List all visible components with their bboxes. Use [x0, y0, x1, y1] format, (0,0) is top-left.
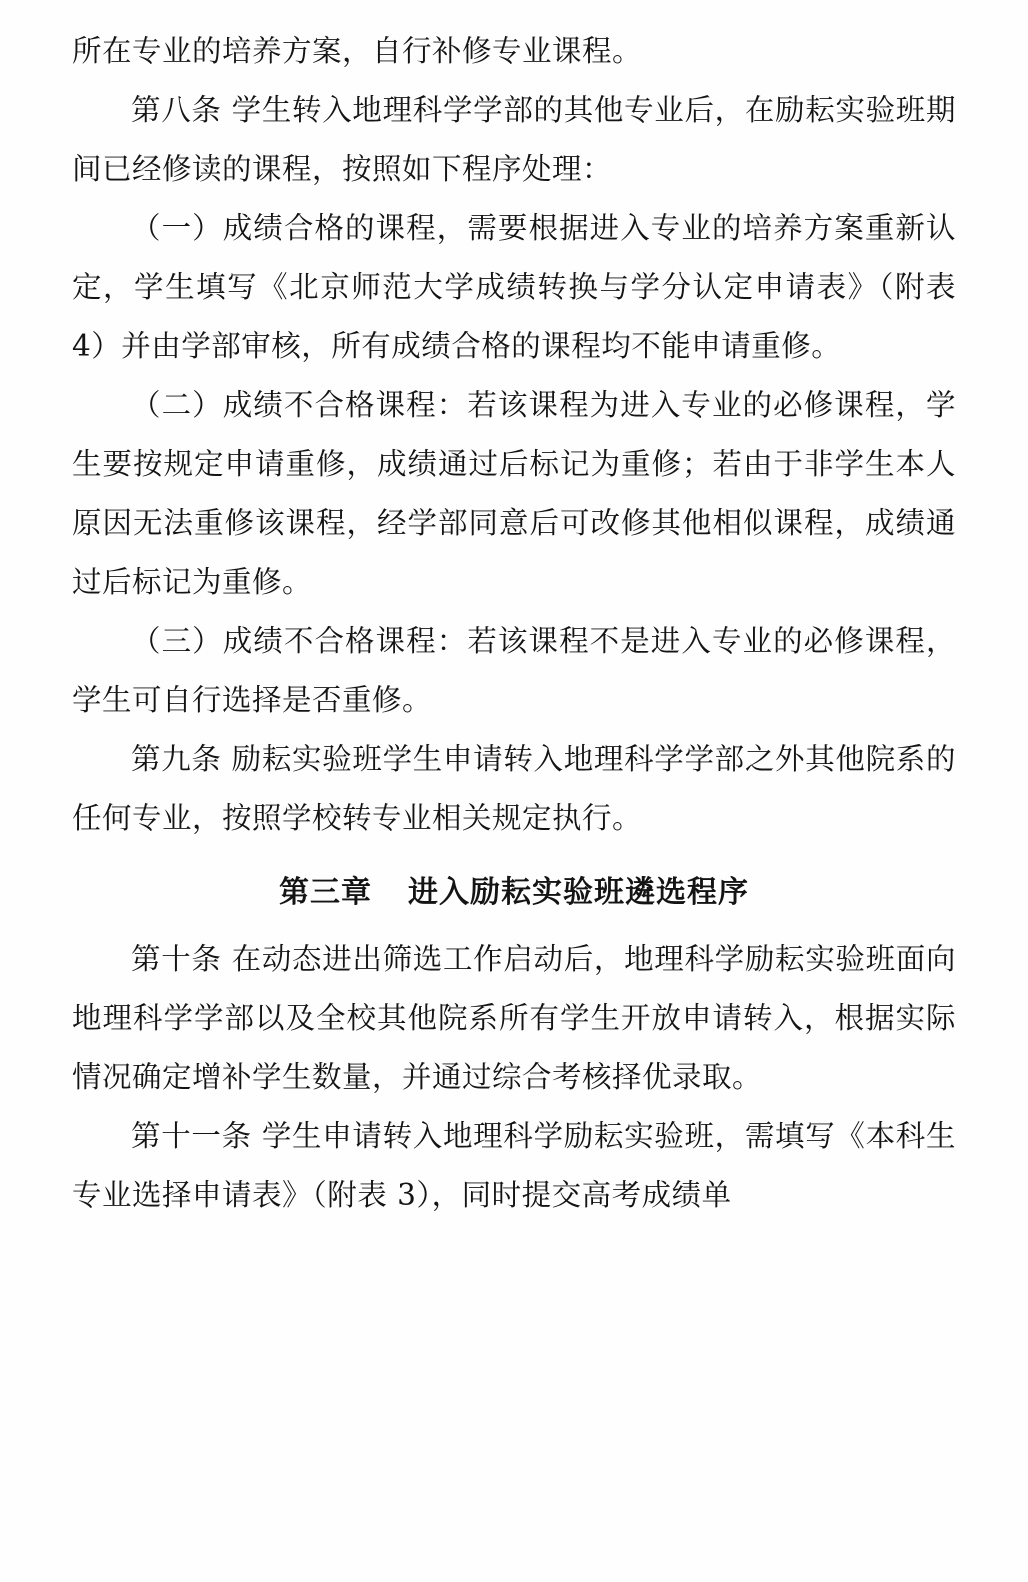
paragraph-article-9: 第九条 励耘实验班学生申请转入地理科学学部之外其他院系的任何专业，按照学校转专业相关规定执行。	[72, 742, 956, 835]
paragraph-article-10: 第十条 在动态进出筛选工作启动后，地理科学励耘实验班面向地理科学学部以及全校其他院系所有学生开放申请转入，根据实际情况确定增补学生数量，并通过综合考核择优录取。	[72, 942, 956, 1094]
chapter-3-number: 第三章	[279, 875, 372, 910]
paragraph-continued: 所在专业的培养方案，自行补修专业课程。	[72, 34, 643, 68]
document-body	[72, 22, 956, 1225]
paragraph-article-8-item-1: （一）成绩合格的课程，需要根据进入专业的培养方案重新认定，学生填写《北京师范大学成绩转换与学分认定申请表》（附表 4）并由学部审核，所有成绩合格的课程均不能申请重修。	[72, 211, 956, 363]
chapter-3-title: 进入励耘实验班遴选程序	[408, 875, 749, 910]
paragraph-article-8-item-3: （三）成绩不合格课程：若该课程不是进入专业的必修课程，学生可自行选择是否重修。	[72, 624, 956, 717]
paragraph-article-8-item-2: （二）成绩不合格课程：若该课程为进入专业的必修课程，学生要按规定申请重修，成绩通过后标记为重修；若由于非学生本人原因无法重修该课程，经学部同意后可改修其他相似课程，成绩通过后标记为重修。	[72, 388, 956, 599]
paragraph-article-11: 第十一条 学生申请转入地理科学励耘实验班，需填写《本科生专业选择申请表》（附表 3），同时提交高考成绩单	[72, 1119, 956, 1212]
paragraph-article-8: 第八条 学生转入地理科学学部的其他专业后，在励耘实验班期间已经修读的课程，按照如下程序处理：	[72, 93, 956, 186]
chapter-3-heading	[72, 862, 956, 924]
